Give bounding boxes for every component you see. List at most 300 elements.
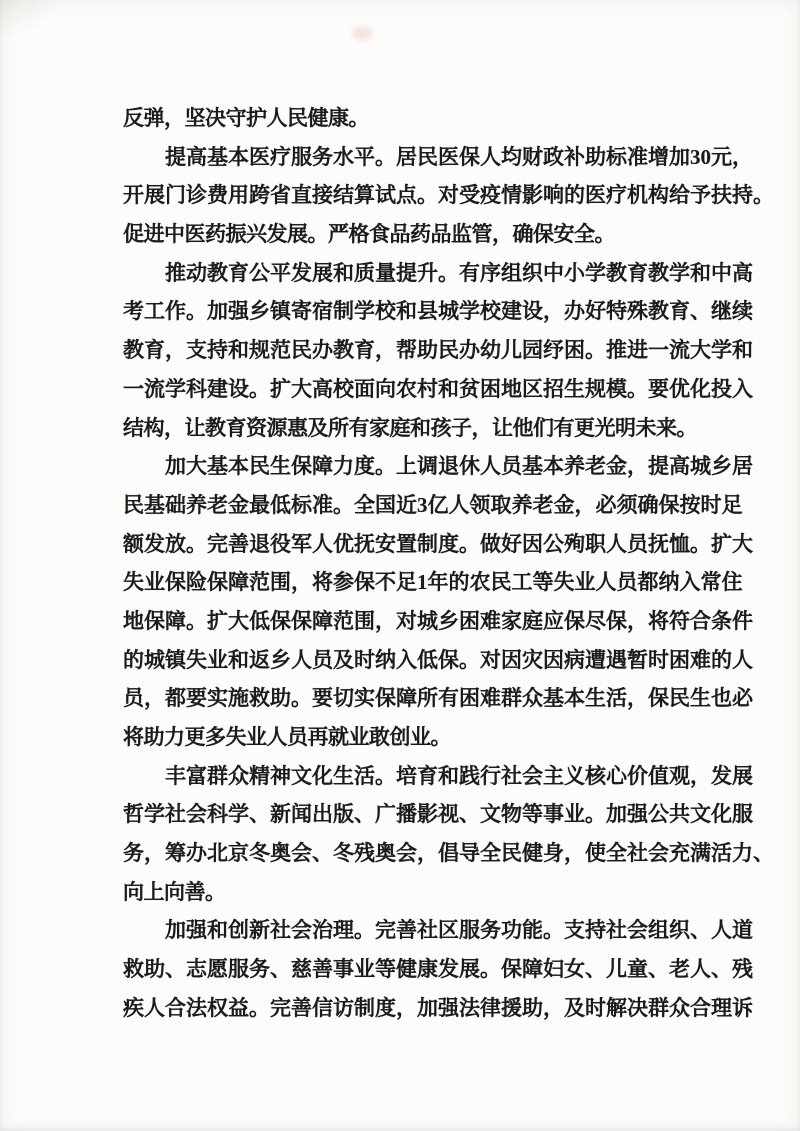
glyph: 基 (144, 492, 165, 517)
glyph: 救 (123, 957, 144, 982)
glyph: 加 (165, 918, 186, 943)
glyph: 殊 (627, 299, 648, 324)
glyph: 。 (459, 531, 480, 556)
glyph: ， (165, 338, 186, 363)
glyph: 区 (438, 918, 459, 943)
glyph: 遇 (606, 647, 627, 672)
glyph: 抚 (648, 531, 669, 556)
glyph: 额 (123, 531, 144, 556)
glyph: 组 (648, 918, 669, 943)
glyph: 物 (501, 802, 522, 827)
glyph: 低 (417, 647, 438, 672)
glyph: 值 (648, 763, 669, 788)
glyph: 化 (312, 763, 333, 788)
glyph: 道 (732, 918, 753, 943)
paragraph (123, 757, 774, 912)
glyph: 会 (627, 918, 648, 943)
glyph: 公 (249, 260, 270, 285)
glyph: 参 (333, 570, 354, 595)
glyph: 保 (438, 647, 459, 672)
glyph: 区 (522, 376, 543, 401)
glyph: 和 (228, 647, 249, 672)
glyph: 妇 (543, 957, 564, 982)
glyph: 规 (585, 376, 606, 401)
glyph: 办 (312, 338, 333, 363)
text-line (123, 525, 753, 564)
glyph: 。 (480, 957, 501, 982)
glyph: 都 (165, 686, 186, 711)
glyph: 地 (123, 608, 144, 633)
glyph: ， (627, 454, 648, 479)
paragraph (123, 138, 774, 254)
glyph: 残 (732, 957, 753, 982)
glyph: 尽 (585, 608, 606, 633)
glyph: 办 (186, 841, 207, 866)
glyph: 养 (186, 492, 207, 517)
glyph: 生 (270, 454, 291, 479)
glyph: 政 (543, 144, 564, 169)
glyph: 元 (711, 144, 732, 169)
glyph: 建 (501, 299, 522, 324)
glyph: 做 (480, 531, 501, 556)
glyph: 用 (228, 183, 249, 208)
glyph: 范 (249, 570, 270, 595)
glyph: 加 (417, 995, 438, 1020)
glyph: 科 (186, 376, 207, 401)
glyph: 质 (354, 260, 375, 285)
glyph: 制 (354, 995, 375, 1020)
glyph: 近 (396, 492, 417, 517)
glyph: 京 (228, 841, 249, 866)
glyph: 校 (375, 299, 396, 324)
glyph: 冬 (333, 841, 354, 866)
glyph: 。 (186, 299, 207, 324)
glyph: 理 (711, 995, 732, 1020)
glyph: 、 (648, 957, 669, 982)
glyph: 障 (312, 454, 333, 479)
glyph: 地 (501, 376, 522, 401)
glyph: 校 (333, 376, 354, 401)
glyph: 障 (228, 570, 249, 595)
glyph: 律 (480, 995, 501, 1020)
glyph: 模 (606, 376, 627, 401)
glyph: 儿 (501, 338, 522, 363)
glyph: 不 (375, 570, 396, 595)
glyph: 扩 (270, 376, 291, 401)
glyph: ， (417, 841, 438, 866)
glyph: ， (564, 841, 585, 866)
glyph: 医 (438, 144, 459, 169)
glyph: 和 (732, 338, 753, 363)
glyph: 大 (732, 531, 753, 556)
glyph: 保 (291, 608, 312, 633)
glyph: 险 (186, 570, 207, 595)
glyph: 工 (511, 570, 533, 595)
glyph: 城 (417, 608, 438, 633)
glyph: 失 (123, 570, 144, 595)
glyph: 公 (648, 802, 669, 827)
glyph: 3 (417, 492, 428, 517)
glyph: 幼 (480, 338, 501, 363)
glyph: 办 (459, 338, 480, 363)
glyph: 出 (312, 802, 333, 827)
glyph: 核 (585, 763, 606, 788)
glyph: 抚 (354, 531, 375, 556)
glyph: 展 (144, 183, 165, 208)
glyph: 等 (522, 802, 543, 827)
glyph: 低 (270, 492, 291, 517)
glyph: 力 (732, 841, 753, 866)
glyph: 量 (375, 260, 396, 285)
glyph: 事 (543, 802, 564, 827)
glyph: 老 (585, 454, 606, 479)
glyph: 年 (427, 570, 449, 595)
glyph: 活 (354, 763, 375, 788)
glyph: 学 (165, 376, 186, 401)
glyph: 民 (249, 454, 270, 479)
glyph: 老 (669, 957, 690, 982)
glyph: 高 (186, 144, 207, 169)
glyph: 疫 (480, 183, 501, 208)
glyph: 女 (564, 957, 585, 982)
glyph: 慈 (291, 957, 312, 982)
glyph: 提 (396, 260, 417, 285)
glyph: 育 (417, 763, 438, 788)
glyph: 、 (690, 299, 711, 324)
glyph: 开 (123, 183, 144, 208)
glyph: 强 (186, 918, 207, 943)
glyph: 提 (165, 144, 186, 169)
glyph: 城 (438, 299, 459, 324)
glyph: 诊 (186, 183, 207, 208)
text-line (123, 563, 743, 602)
glyph: 基 (543, 686, 564, 711)
glyph: 须 (616, 492, 638, 517)
glyph: 切 (333, 686, 354, 711)
glyph: 奥 (270, 841, 291, 866)
glyph: 所 (417, 686, 438, 711)
glyph: 学 (669, 260, 690, 285)
glyph: 教 (207, 260, 228, 285)
glyph: 纳 (375, 647, 396, 672)
glyph: 教 (333, 338, 354, 363)
glyph: 员 (312, 647, 333, 672)
glyph: 合 (690, 995, 711, 1020)
text-line (123, 486, 743, 525)
glyph: 善 (228, 531, 249, 556)
glyph: 社 (417, 918, 438, 943)
glyph: 众 (522, 686, 543, 711)
glyph: 情 (501, 183, 522, 208)
glyph: 民 (291, 338, 312, 363)
glyph: 实 (354, 686, 375, 711)
glyph: 障 (165, 608, 186, 633)
glyph: 育 (627, 260, 648, 285)
glyph: 践 (459, 763, 480, 788)
glyph: 社 (606, 918, 627, 943)
glyph: ， (375, 608, 396, 633)
glyph: 结 (333, 183, 354, 208)
glyph: 学 (144, 802, 165, 827)
glyph: 增 (648, 144, 669, 169)
glyph: 和 (228, 338, 249, 363)
glyph: 医 (249, 144, 270, 169)
glyph: 。 (753, 183, 774, 208)
glyph: 点 (396, 183, 417, 208)
glyph: 扶 (711, 183, 732, 208)
glyph: 招 (543, 376, 564, 401)
glyph: 新 (249, 918, 270, 943)
glyph: 、 (711, 957, 732, 982)
glyph: 残 (354, 841, 375, 866)
glyph: 满 (690, 841, 711, 866)
glyph: 人 (144, 995, 165, 1020)
glyph: 大 (690, 338, 711, 363)
glyph: 难 (480, 608, 501, 633)
glyph: 务 (123, 841, 144, 866)
glyph: 范 (270, 338, 291, 363)
glyph: 水 (333, 144, 354, 169)
glyph: 义 (564, 763, 585, 788)
glyph: ， (732, 144, 753, 169)
glyph: 群 (501, 686, 522, 711)
glyph: 基 (207, 144, 228, 169)
glyph: 庭 (522, 608, 543, 633)
glyph: 法 (186, 995, 207, 1020)
glyph: 保 (165, 570, 186, 595)
glyph: 扩 (207, 608, 228, 633)
glyph: 有 (459, 260, 480, 285)
glyph: 育 (354, 338, 375, 363)
glyph: 困 (459, 686, 480, 711)
glyph: 宿 (312, 299, 333, 324)
text-line (123, 292, 753, 331)
glyph: 人 (480, 454, 501, 479)
glyph: 生 (690, 686, 711, 711)
glyph: 保 (144, 608, 165, 633)
glyph: 入 (679, 570, 701, 595)
text-line (123, 641, 753, 680)
glyph: 助 (144, 957, 165, 982)
glyph: 优 (669, 376, 690, 401)
paragraph (123, 911, 753, 1027)
glyph: 人 (480, 144, 501, 169)
glyph: 入 (396, 647, 417, 672)
glyph: 困 (459, 608, 480, 633)
glyph: 化 (690, 376, 711, 401)
glyph: 安 (375, 531, 396, 556)
glyph: 本 (228, 144, 249, 169)
paragraph (123, 99, 690, 138)
glyph: 费 (207, 183, 228, 208)
glyph: 困 (669, 647, 690, 672)
paragraph (123, 447, 753, 757)
glyph: 因 (543, 647, 564, 672)
glyph: ， (396, 995, 417, 1020)
glyph: 。 (375, 763, 396, 788)
glyph: 和 (333, 260, 354, 285)
glyph: 围 (270, 570, 291, 595)
glyph: 组 (501, 260, 522, 285)
glyph: 主 (543, 763, 564, 788)
glyph: 教 (606, 260, 627, 285)
glyph: 直 (291, 183, 312, 208)
glyph: 省 (270, 183, 291, 208)
glyph: 倡 (438, 841, 459, 866)
text-line (123, 331, 753, 370)
glyph: 高 (732, 260, 753, 285)
glyph: 家 (501, 608, 522, 633)
glyph: 社 (501, 763, 522, 788)
glyph: 民 (490, 570, 512, 595)
glyph: 推 (606, 338, 627, 363)
glyph: 算 (354, 183, 375, 208)
glyph: 流 (144, 376, 165, 401)
glyph: 继 (711, 299, 732, 324)
glyph: 镇 (165, 647, 186, 672)
glyph: 服 (228, 957, 249, 982)
glyph: 农 (396, 376, 417, 401)
glyph: 影 (417, 802, 438, 827)
glyph: 因 (522, 531, 543, 556)
glyph: 养 (511, 492, 533, 517)
glyph: 疗 (606, 183, 627, 208)
glyph: 施 (228, 686, 249, 711)
glyph: 对 (480, 647, 501, 672)
glyph: 医 (585, 183, 606, 208)
scan-corner-shade (0, 0, 60, 40)
glyph: 暂 (627, 647, 648, 672)
glyph: 。 (438, 260, 459, 285)
glyph: 和 (396, 299, 417, 324)
glyph: ， (627, 608, 648, 633)
glyph: 服 (291, 144, 312, 169)
glyph: 。 (249, 376, 270, 401)
glyph: ， (291, 570, 312, 595)
glyph: 高 (669, 454, 690, 479)
glyph: 时 (354, 647, 375, 672)
glyph: 保 (375, 686, 396, 711)
glyph: 视 (438, 802, 459, 827)
glyph: 基 (207, 454, 228, 479)
glyph: 、 (459, 802, 480, 827)
glyph: 加 (207, 299, 228, 324)
glyph: 全 (480, 841, 501, 866)
glyph: 人 (291, 647, 312, 672)
glyph: 有 (438, 686, 459, 711)
glyph: 会 (648, 841, 669, 866)
glyph: 考 (123, 299, 144, 324)
glyph: 众 (669, 995, 690, 1020)
glyph: 准 (312, 492, 333, 517)
glyph: 发 (711, 763, 732, 788)
glyph: 民 (123, 492, 144, 517)
glyph: 事 (333, 957, 354, 982)
glyph: 儿 (606, 957, 627, 982)
glyph: ， (574, 492, 596, 517)
glyph: 教 (648, 299, 669, 324)
glyph: 平 (354, 144, 375, 169)
glyph: 善 (396, 918, 417, 943)
glyph: 援 (501, 995, 522, 1020)
glyph: 教 (648, 260, 669, 285)
text-line (123, 138, 753, 177)
glyph: 提 (648, 454, 669, 479)
glyph: 。 (186, 608, 207, 633)
glyph: 奥 (375, 841, 396, 866)
glyph: 业 (354, 957, 375, 982)
glyph: 中 (711, 260, 732, 285)
glyph: 法 (459, 995, 480, 1020)
glyph: 要 (312, 686, 333, 711)
glyph: 诉 (732, 995, 753, 1020)
glyph: 向 (375, 376, 396, 401)
glyph: 全 (606, 841, 627, 866)
glyph: 民 (438, 338, 459, 363)
glyph: 社 (270, 918, 291, 943)
glyph: 灾 (522, 647, 543, 672)
glyph: 众 (228, 763, 249, 788)
glyph: 纾 (543, 338, 564, 363)
text-line (123, 602, 753, 641)
glyph: 常 (700, 570, 722, 595)
glyph: 展 (312, 260, 333, 285)
glyph: 足 (396, 570, 417, 595)
glyph: 等 (375, 957, 396, 982)
glyph: 、 (270, 957, 291, 982)
glyph: 能 (522, 918, 543, 943)
glyph: 导 (459, 841, 480, 866)
glyph: 活 (606, 686, 627, 711)
glyph: 完 (270, 995, 291, 1020)
glyph: 广 (375, 802, 396, 827)
glyph: 好 (501, 531, 522, 556)
glyph: 业 (144, 570, 165, 595)
glyph: 。 (291, 686, 312, 711)
glyph: 务 (249, 957, 270, 982)
glyph: 会 (396, 841, 417, 866)
glyph: 人 (690, 957, 711, 982)
glyph: 序 (480, 260, 501, 285)
glyph: 中 (543, 260, 564, 285)
glyph: 老 (532, 492, 554, 517)
glyph: 保 (501, 957, 522, 982)
glyph: 范 (333, 608, 354, 633)
glyph: 进 (627, 338, 648, 363)
glyph: 助 (522, 995, 543, 1020)
text-line: 促进中医药振兴发展。严格食品药品监管，确保安全。 (123, 222, 615, 247)
glyph: 、 (249, 802, 270, 827)
glyph: 。 (249, 995, 270, 1020)
glyph: 持 (207, 338, 228, 363)
glyph: 强 (438, 995, 459, 1020)
glyph: 心 (606, 763, 627, 788)
glyph: 会 (522, 763, 543, 788)
glyph: 面 (354, 376, 375, 401)
glyph: 县 (417, 299, 438, 324)
glyph: 最 (249, 492, 270, 517)
glyph: 救 (249, 686, 270, 711)
glyph: 民 (501, 841, 522, 866)
glyph: 城 (690, 454, 711, 479)
glyph: 推 (165, 260, 186, 285)
glyph: 低 (249, 608, 270, 633)
glyph: 愿 (207, 957, 228, 982)
glyph: 平 (270, 260, 291, 285)
glyph: 上 (396, 454, 417, 479)
text-line: 结构，让教育资源惠及所有家庭和孩子，让他们有更光明未来。 (123, 415, 697, 440)
glyph: 理 (333, 918, 354, 943)
